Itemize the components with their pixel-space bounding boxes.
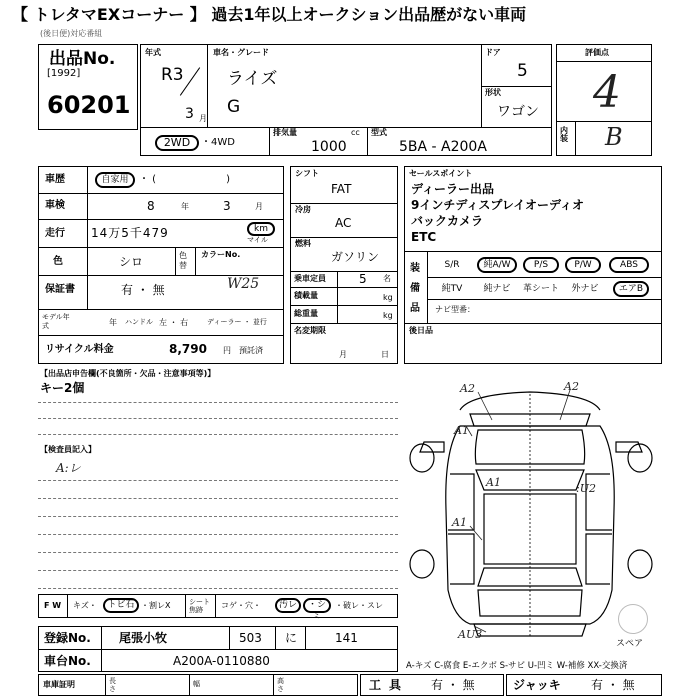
registration-number: 141: [335, 631, 358, 645]
gross-label: 総重量: [294, 309, 318, 318]
warranty-value: 有 ・ 無: [121, 283, 165, 297]
fw-chip: トビ石: [103, 598, 139, 613]
exhibitor-notes-text: キー2個: [40, 381, 85, 395]
left-rear-door: [448, 534, 474, 584]
score-label: 評価点: [585, 48, 609, 57]
warranty-label: 保証書: [45, 284, 75, 295]
fuel-value: ガソリン: [331, 250, 380, 264]
shift-label: シフト: [295, 169, 319, 178]
lot-box: [38, 44, 138, 130]
inspection-month: 3: [223, 199, 231, 213]
top-cut-label: (後日便)対応番組: [40, 29, 103, 38]
selling-label: セールスポイント: [409, 169, 473, 178]
shape-label: 形状: [485, 88, 501, 97]
fw-stain: 汚レ: [275, 598, 301, 613]
right-mirror: [616, 442, 642, 452]
car-name-label: 車名・グレード: [213, 48, 269, 57]
recycle-note: 預託済: [239, 346, 263, 355]
inspection-year-unit: 年: [181, 202, 189, 211]
mark-hood: A1: [454, 424, 469, 437]
load-unit: kg: [383, 293, 393, 302]
score-box: [556, 44, 652, 156]
registration-box: [38, 626, 398, 672]
shape-value: ワゴン: [497, 104, 539, 120]
fw-tear: ・破レ・スレ: [335, 601, 383, 610]
drive-4wd: ・4WD: [201, 137, 235, 148]
cert-length: 長さ: [109, 677, 116, 693]
handle-value: 左 ・ 右: [159, 318, 189, 327]
fw-row: [38, 594, 398, 621]
inspection-month-unit: 月: [255, 202, 263, 211]
name-change-day: 日: [381, 350, 389, 359]
recycle-label: リサイクル料金: [45, 344, 114, 355]
wheel-rear-left: [410, 550, 434, 578]
mileage-label: 走行: [45, 228, 65, 239]
damage-legend: A-キズ C-腐食 E-エクボ S-サビ U-凹ミ W-補修 XX-交換済: [406, 661, 628, 671]
history-rest: ・ ( ): [139, 174, 230, 185]
mileage-value: 14万5千479: [91, 226, 169, 240]
cert-label: 車庫証明: [43, 680, 75, 689]
shift-value: FAT: [331, 182, 352, 196]
registration-area: 尾張小牧: [119, 631, 168, 645]
capacity-label: 乗車定員: [294, 274, 326, 283]
equip-ext-navi: 外ナビ: [571, 284, 599, 294]
equip-pw: P/W: [565, 257, 601, 273]
color-change-label: 色替: [179, 251, 187, 270]
right-rear-door: [586, 534, 612, 584]
handle-label: ハンドル: [125, 318, 153, 326]
banner: [0, 0, 700, 32]
equip-alloy: 純A/W: [477, 257, 517, 273]
wheel-rear-right: [628, 550, 652, 578]
details-box: [38, 166, 284, 364]
fw-spot: ・シミ: [303, 598, 331, 613]
aircon-label: 冷房: [295, 205, 311, 214]
door-value: 5: [517, 61, 528, 81]
selling-line-4: ETC: [411, 230, 437, 244]
cert-width: 幅: [193, 680, 200, 688]
capacity-unit: 名: [383, 274, 391, 283]
spare-tire-icon: [618, 604, 648, 634]
interior-label: 内装: [560, 126, 568, 143]
lot-number: 60201: [47, 91, 131, 119]
interior-value: B: [605, 123, 623, 151]
fw-burn: コゲ・穴・: [221, 601, 261, 610]
chassis-label: 車台No.: [44, 654, 91, 668]
inspector-notes-label: 【検査員記入】: [40, 445, 96, 454]
exhibitor-notes-label: 【出品店申告欄(不良箇所・欠品・注意事項等)】: [40, 369, 216, 378]
fw-label: F W: [44, 601, 62, 610]
equip-airbag: エアB: [613, 281, 649, 297]
history-label: 車歴: [45, 174, 65, 185]
registration-label: 登録No.: [44, 631, 91, 645]
model-label: 型式: [371, 128, 387, 137]
registration-kana: に: [285, 631, 298, 645]
recycle-value: 8,790: [169, 342, 207, 356]
tools-value: 有 ・ 無: [431, 678, 475, 692]
selling-line-3: バックカメラ: [411, 214, 484, 228]
vehicle-header: [140, 44, 552, 156]
equip-abs: ABS: [609, 257, 649, 273]
equip-ps: P/S: [523, 257, 559, 273]
jack-value: 有 ・ 無: [591, 678, 635, 692]
lot-code: [1992]: [47, 68, 81, 79]
equip-tv: 純TV: [441, 284, 463, 294]
jack-box: [506, 674, 662, 696]
tools-box: [360, 674, 504, 696]
equipment-label: 装備品: [410, 263, 420, 314]
car-grade: G: [227, 97, 241, 117]
cert-box: [38, 674, 358, 696]
mark-rear: AU3: [458, 628, 483, 641]
recycle-unit: 円: [223, 346, 231, 355]
jack-label: ジャッキ: [513, 678, 561, 692]
fw-scratch: キズ・: [73, 601, 97, 610]
lot-label: 出品No.: [49, 49, 116, 69]
inspection-year: 8: [147, 199, 155, 213]
door-label: ドア: [485, 48, 501, 57]
dealer-label: ディーラー ・ 並行: [207, 318, 267, 326]
model-year-label: モデル年式: [42, 313, 70, 330]
year-era: R3: [161, 65, 184, 85]
mark-left-door: A1: [452, 516, 467, 529]
model-value: 5BA - A200A: [399, 139, 487, 155]
history-selected: 自家用: [95, 172, 135, 188]
selling-line-1: ディーラー出品: [411, 182, 495, 196]
registration-class: 503: [239, 631, 262, 645]
equip-navi: 純ナビ: [483, 284, 511, 294]
gross-unit: kg: [383, 311, 393, 320]
roof: [484, 494, 576, 564]
mark-windshield: A1: [486, 476, 501, 489]
color-label: 色: [53, 256, 63, 267]
selling-box: [404, 166, 662, 364]
color-value: シロ: [119, 255, 144, 269]
banner-title: 【 トレタマEXコーナー 】 過去1年以上オークション出品歴がない車両: [12, 5, 527, 24]
specs-box: [290, 166, 398, 364]
chassis-value: A200A-0110880: [173, 654, 270, 668]
tools-label: 工具: [369, 678, 410, 692]
load-label: 積載量: [294, 291, 318, 300]
mileage-unit-other: マイル: [247, 236, 268, 244]
later-date-label: 後日品: [409, 326, 433, 335]
color-code-label: カラーNo.: [201, 250, 241, 259]
score-value: 4: [593, 67, 621, 118]
drive-2wd: 2WD: [155, 135, 199, 151]
name-change-month: 月: [339, 350, 347, 359]
inspector-notes-text: A:レ: [56, 461, 81, 475]
cert-height: 高さ: [277, 677, 284, 693]
mark-front-right: A2: [564, 380, 579, 393]
displacement-unit: cc: [351, 128, 360, 137]
year-month-unit: 月: [199, 114, 207, 123]
model-year-unit: 年: [109, 318, 117, 327]
mark-front-left: A2: [460, 382, 475, 395]
displacement-label: 排気量: [273, 128, 297, 137]
inspection-label: 車検: [45, 200, 65, 211]
aircon-value: AC: [335, 216, 352, 230]
year-label: 年式: [145, 48, 161, 57]
fw-crack: ・割レX: [141, 601, 171, 610]
selling-line-2: 9インチディスプレイオーディオ: [411, 198, 584, 212]
name-change-label: 名変期限: [294, 326, 326, 335]
equip-leather: 革シート: [522, 284, 559, 294]
spare-label: スペア: [616, 639, 644, 649]
displacement-value: 1000: [311, 139, 347, 155]
fw-seat-label: シート焦跡: [189, 598, 210, 614]
navi-model-label: ナビ型番：: [435, 305, 475, 314]
capacity-value: 5: [359, 272, 367, 286]
mark-right-door: :U2: [576, 482, 596, 495]
equip-sr: S/R: [444, 260, 460, 270]
car-name: ライズ: [227, 69, 278, 89]
year-month: 3: [185, 106, 194, 122]
fuel-label: 燃料: [295, 239, 311, 248]
mileage-unit: km: [247, 222, 275, 236]
color-code: W25: [227, 276, 260, 292]
